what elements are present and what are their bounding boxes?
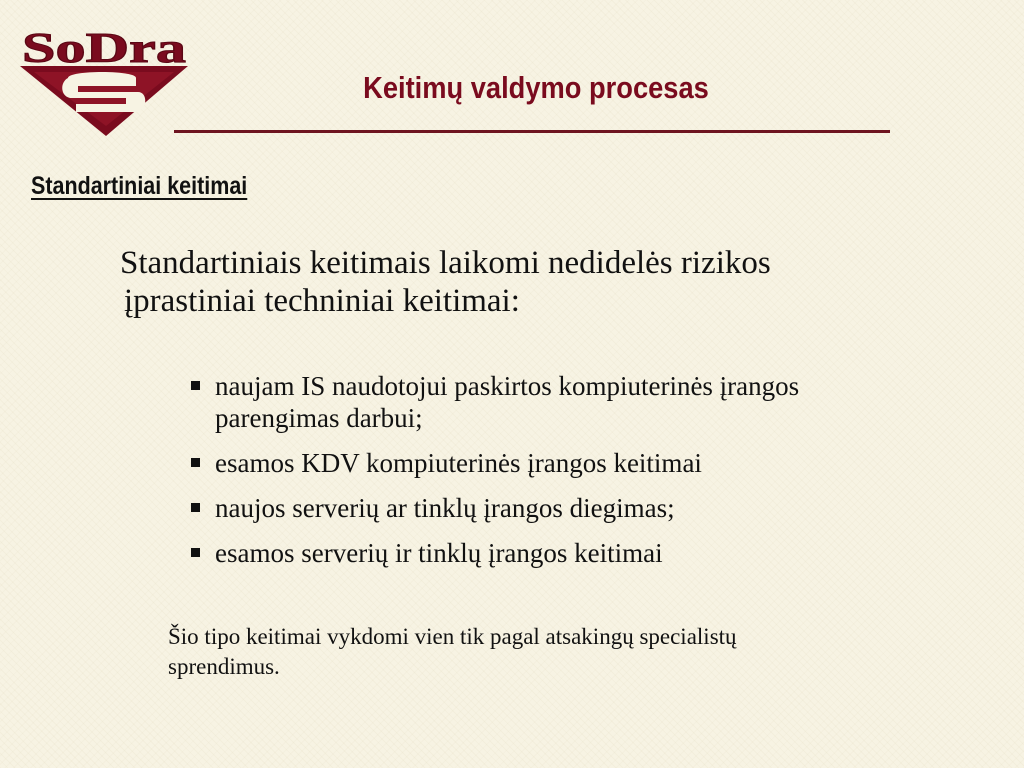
bullet-item [190, 370, 990, 434]
intro-line-1: Standartiniais keitimais laikomi nedidelės rizikos [120, 245, 771, 281]
sodra-logo [18, 26, 190, 138]
footnote-line-1: Šio tipo keitimai vykdomi vien tik pagal atsakingų specialistų [168, 624, 737, 649]
bullet-item [190, 447, 990, 479]
footnote [168, 622, 948, 682]
footnote-line-2: sprendimus. [168, 654, 280, 679]
square-bullet-icon [191, 458, 200, 467]
logo-wordmark: SoDra [22, 26, 186, 72]
bullet-text: naujos serverių ar tinklų įrangos diegimas; [215, 493, 675, 523]
bullet-text: naujam IS naudotojui paskirtos kompiuterinės įrangos [215, 371, 800, 401]
bullet-text-continuation: parengimas darbui; [215, 403, 423, 433]
title-divider [174, 130, 890, 133]
slide-title: Keitimų valdymo procesas [363, 70, 709, 105]
square-bullet-icon [191, 548, 200, 557]
square-bullet-icon [191, 381, 200, 390]
bullet-item [190, 537, 990, 569]
section-heading: Standartiniai keitimai [31, 172, 248, 200]
bullet-text: esamos serverių ir tinklų įrangos keitimai [215, 538, 663, 568]
bullet-list [190, 370, 990, 582]
bullet-item [190, 492, 990, 524]
bullet-text: esamos KDV kompiuterinės įrangos keitimai [215, 448, 702, 478]
intro-line-2: įprastiniai techniniai keitimai: [124, 283, 520, 319]
intro-paragraph [120, 244, 980, 320]
square-bullet-icon [191, 503, 200, 512]
